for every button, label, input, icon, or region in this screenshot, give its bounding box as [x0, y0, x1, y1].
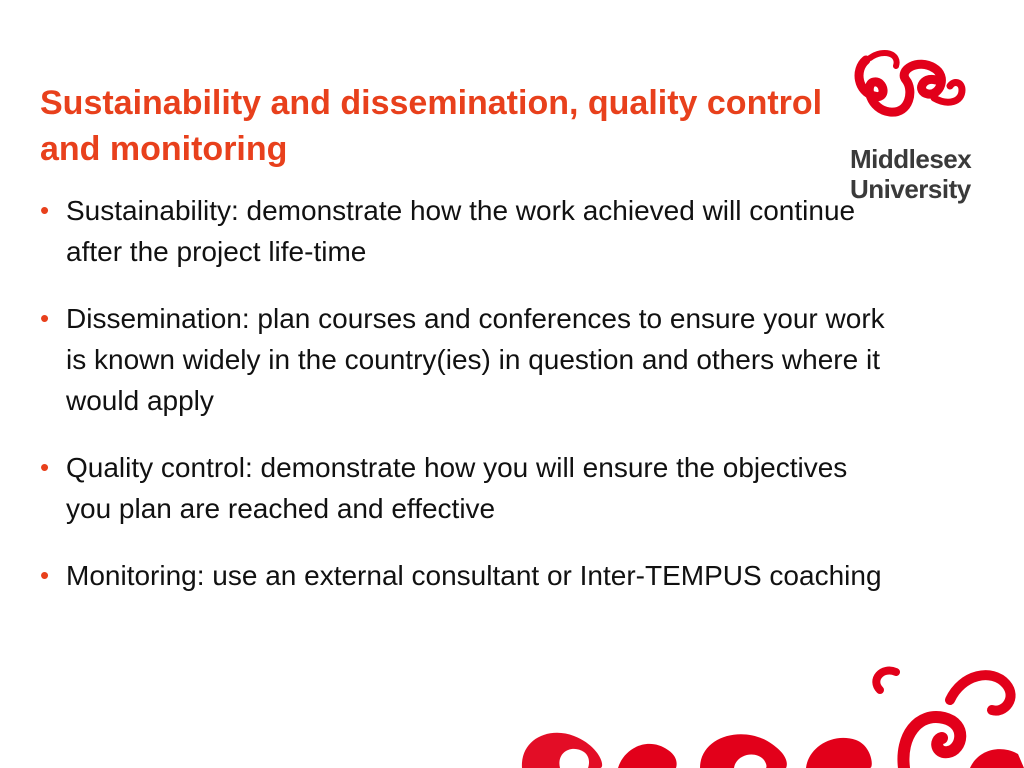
bullet-text: Quality control: demonstrate how you will ensure the objectives you plan are reached and effective: [66, 452, 848, 524]
slide-title: Sustainability and dissemination, quality control and monitoring: [40, 84, 823, 168]
bullet-marker: •: [40, 303, 50, 333]
bullet-list: [40, 190, 900, 622]
wordmark-line-1: Middlesex: [850, 144, 972, 174]
bullet-item-monitoring: [40, 555, 900, 596]
bullet-marker: •: [40, 452, 50, 482]
bullet-item-dissemination: [40, 298, 900, 421]
bullet-marker: •: [40, 560, 50, 590]
bullet-item-quality-control: [40, 447, 900, 529]
decorative-swirls: [0, 640, 1024, 768]
bullet-marker: •: [40, 195, 50, 225]
bullet-text: Monitoring: use an external consultant or Inter-TEMPUS coaching: [66, 560, 882, 591]
university-wordmark: [850, 144, 971, 204]
bullet-text: Dissemination: plan courses and conferences to ensure your work is known widely in the country(ies) in question and others where it would apply: [66, 303, 885, 416]
bullet-item-sustainability: [40, 190, 900, 272]
wordmark-line-2: University: [850, 174, 971, 204]
bullet-text: Sustainability: demonstrate how the work achieved will continue after the project life-time: [66, 195, 856, 267]
